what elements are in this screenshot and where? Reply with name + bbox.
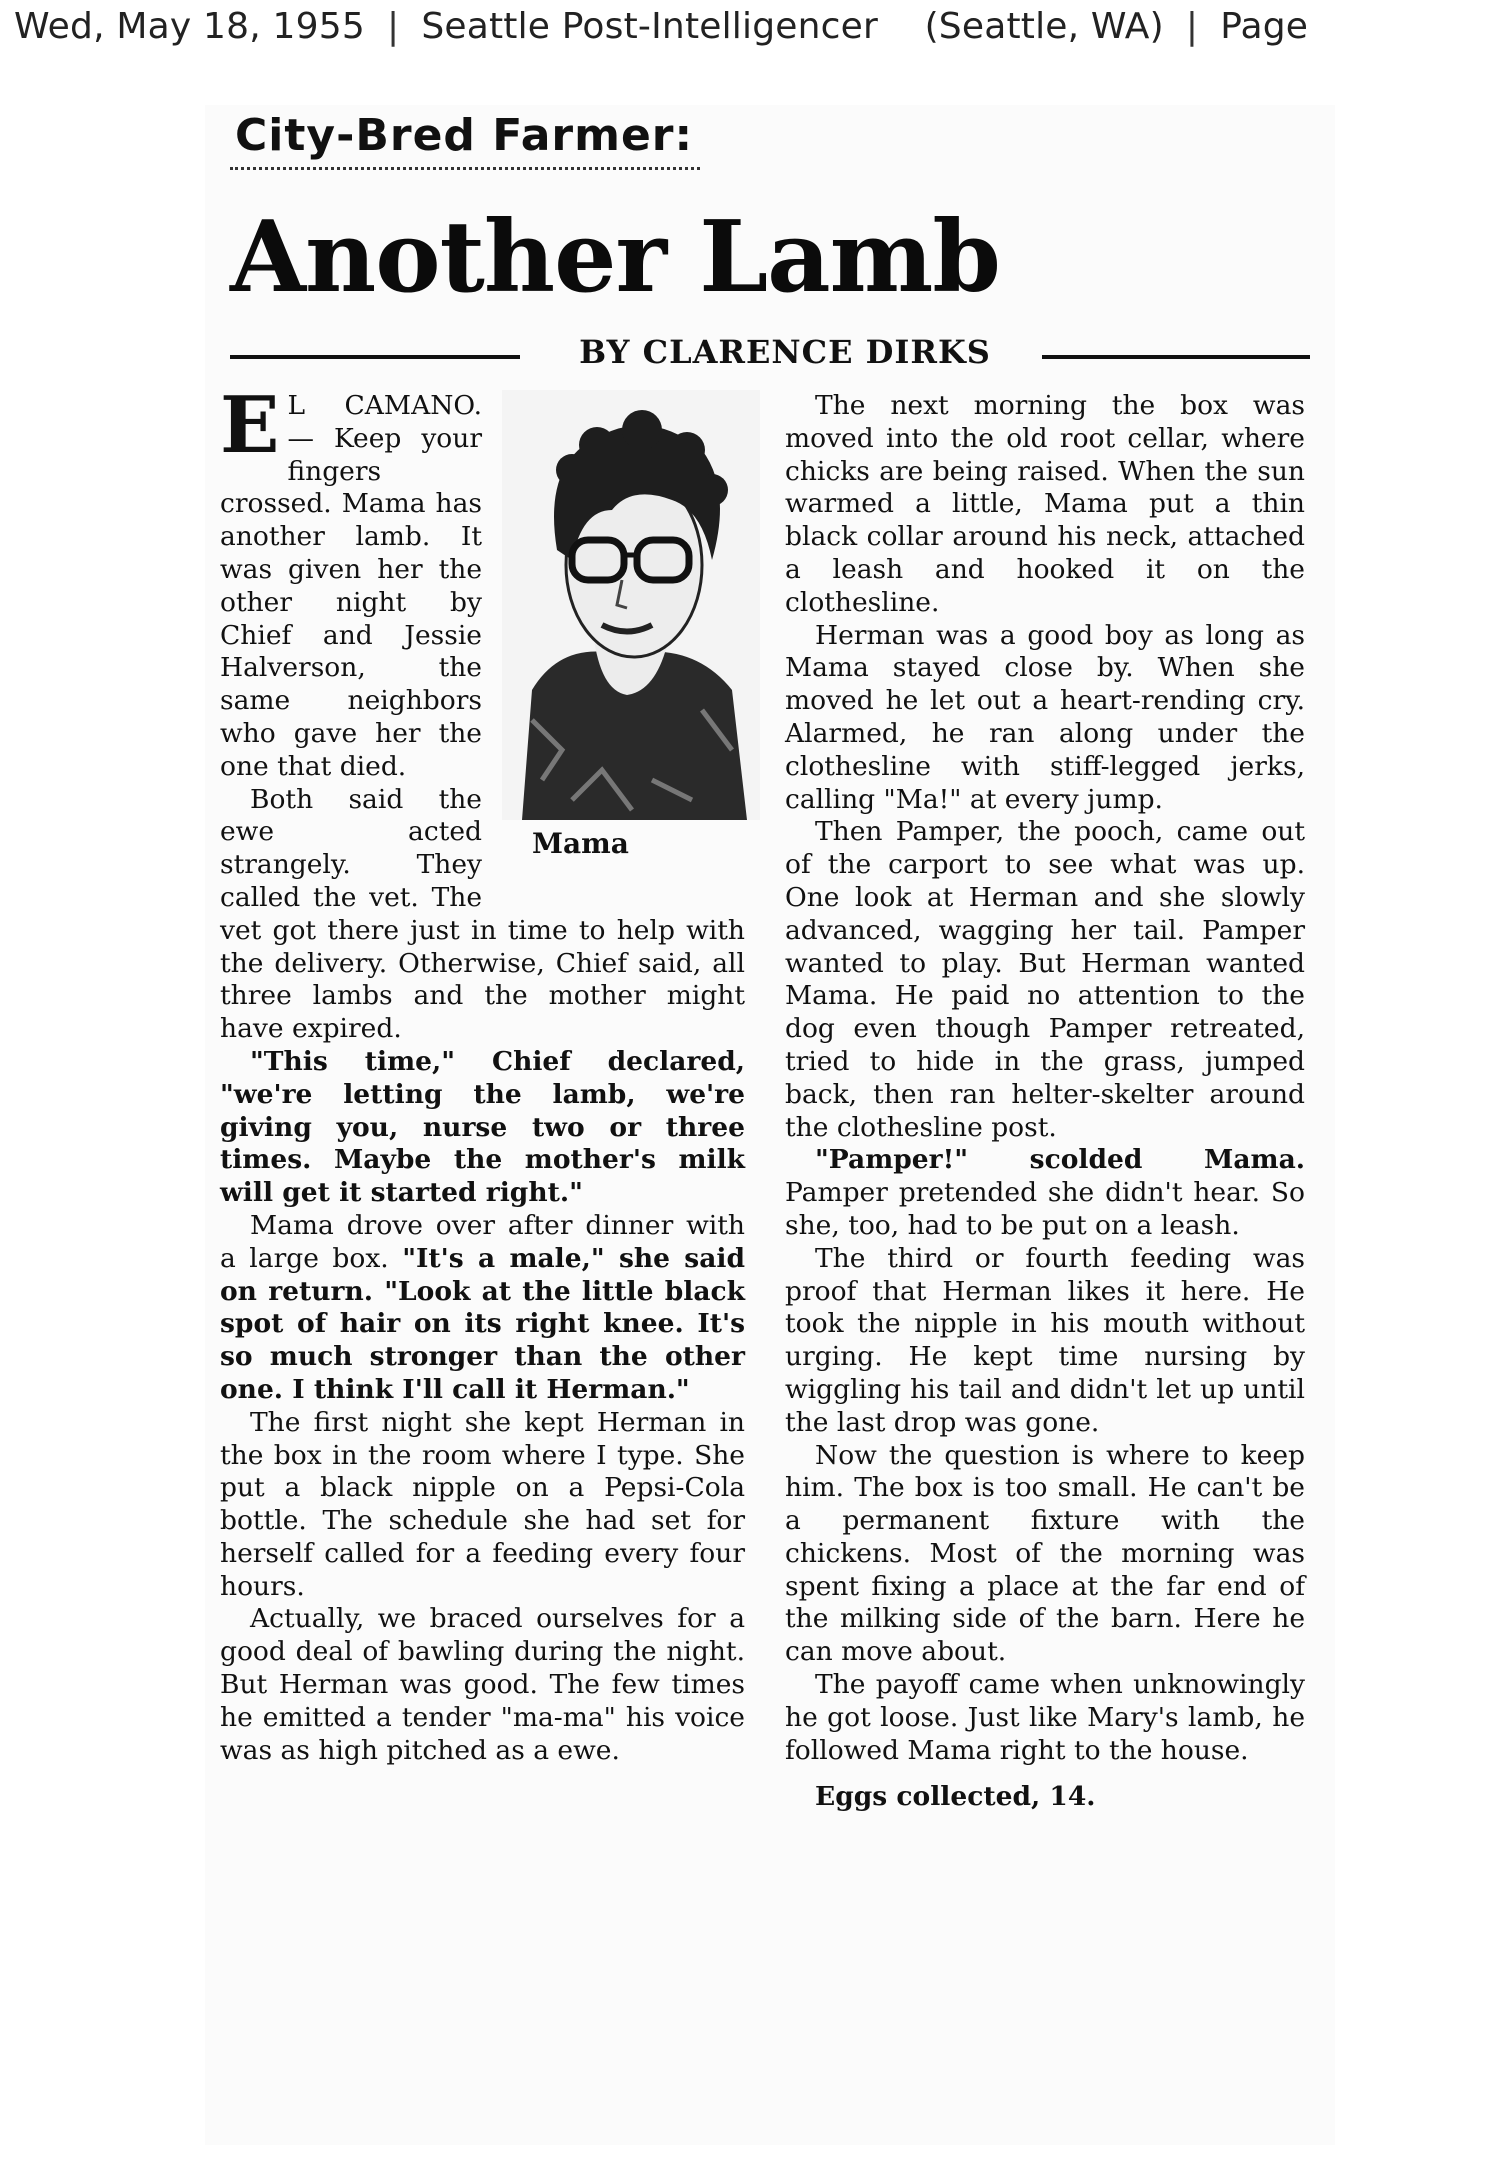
byline-row [230,333,1310,373]
photo-caption: Mama [532,827,629,860]
paragraph-text-bold: "Pamper!" scolded Mama. [815,1144,1305,1176]
paragraph: Now the question is where to keep him. The box is too small. He can't be a permanent fixture with the chickens. Most of the morning was spent fixing a place at the far end of the milking side of the barn. Here he can move about. [785,1439,1305,1668]
woman-portrait-icon [502,390,760,820]
paragraph-text: L CAMANO. — Keep your fingers crossed. Mama has another lamb. It was given her the other night by Chief and Jessie Halverson, the same neighbors who gave her the one that died. [220,390,482,782]
paragraph: The payoff came when unknowingly he got loose. Just like Mary's lamb, he followed Mama right to the house. [785,1669,1305,1766]
byline-rule-right [1042,355,1310,359]
paragraph [220,1210,745,1407]
drop-cap: E [220,380,280,471]
newspaper-clipping [205,105,1335,2145]
header-date: Wed, May 18, 1955 [14,6,365,47]
kicker-underline [230,167,700,170]
header-page: Page [1220,6,1309,47]
paragraph [785,1144,1305,1242]
paragraph-text: Mama drove over after dinner with a large box. [220,1209,745,1274]
article-kicker: City-Bred Farmer: [235,110,694,161]
header-paper: Seattle Post-Intelligencer [421,6,878,47]
paragraph: "This time," Chief declared, "we're letting the lamb, we're giving you, nurse two or three times. Maybe the mother's milk will get it started right." [220,1045,745,1209]
article-byline: BY CLARENCE DIRKS [579,333,991,371]
header-separator: | [1185,6,1199,47]
header-separator: | [386,6,400,47]
portrait-photo [492,390,760,878]
article-column-2 [785,390,1305,1814]
article-column-1 [220,380,745,1767]
paragraph [220,380,745,860]
paragraph: The first night she kept Herman in the box in the room where I type. She put a black nipple on a Pepsi-Cola bottle. The schedule she had set for herself called for a feeding every four hours. [220,1406,745,1602]
paragraph-text: Pamper pretended she didn't hear. So she, too, had to be put on a leash. [785,1177,1305,1241]
paragraph-text-bold: "It's a male," she said on return. "Look at the little black spot of hair on its right knee. It's so much stronger than the other one. I think I'll call it Herman." [220,1242,745,1405]
byline-rule-left [230,355,520,359]
article-signoff: Eggs collected, 14. [815,1781,1096,1813]
paragraph: The next morning the box was moved into the old root cellar, where chicks are being raised. When the sun warmed a little, Mama put a thin black collar around his neck, attached a leash and hooked it on the clothesline. [785,390,1305,618]
paragraph: Herman was a good boy as long as Mama stayed close by. When she moved he let out a heart-rending cry. Alarmed, he ran along under the clothesline with stiff-legged jerks, calling "Ma!" at every jump. [785,619,1305,815]
paragraph: The third or fourth feeding was proof that Herman likes it here. He took the nipple in his mouth without urging. He kept time nursing by wiggling his tail and didn't let up until the last drop was gone. [785,1242,1305,1438]
paragraph: Then Pamper, the pooch, came out of the carport to see what was up. One look at Herman and she slowly advanced, wagging her tail. Pamper wanted to play. But Herman wanted Mama. He paid no attention to the dog even though Pamper retreated, tried to hide in the grass, jumped back, then ran helter-skelter around the clothesline post. [785,816,1305,1143]
paragraph: Both said the ewe acted strangely. They called the vet. The vet got there just in time to help with the delivery. Otherwise, Chief said, all three lambs and the mother might have expired. [220,783,745,1045]
article-headline: Another Lamb [230,200,1000,315]
paragraph: Actually, we braced ourselves for a good deal of bawling during the night. But Herman was good. The few times he emitted a tender "ma-ma" his voice was as high pitched as a ewe. [220,1603,745,1766]
header-location: (Seattle, WA) [924,6,1164,47]
clipping-header [14,6,1494,66]
